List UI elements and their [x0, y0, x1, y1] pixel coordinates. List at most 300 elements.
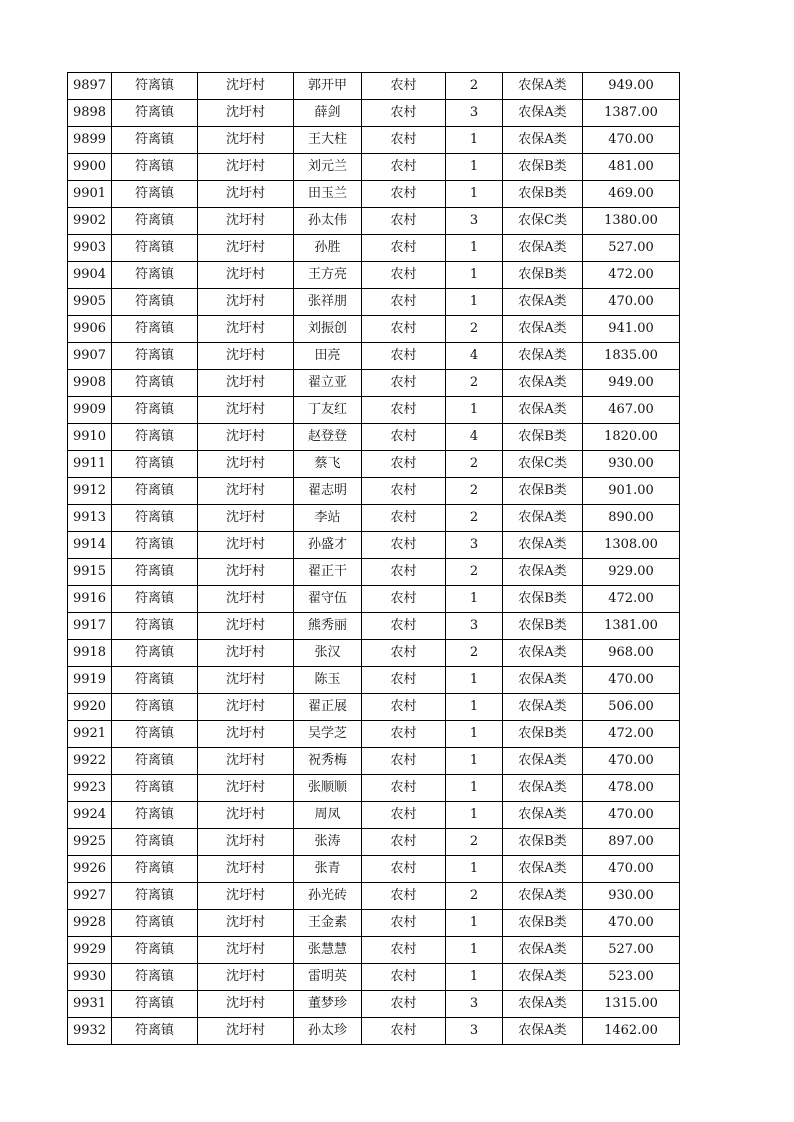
- town-cell: 符离镇: [112, 910, 198, 937]
- category-cell: 农保A类: [503, 640, 583, 667]
- name-cell: 陈玉: [294, 667, 362, 694]
- category-cell: 农保A类: [503, 505, 583, 532]
- name-cell: 蔡飞: [294, 451, 362, 478]
- town-cell: 符离镇: [112, 559, 198, 586]
- category-cell: 农保A类: [503, 316, 583, 343]
- household-type-cell: 农村: [362, 478, 446, 505]
- table-row: [68, 235, 680, 262]
- name-cell: 熊秀丽: [294, 613, 362, 640]
- category-cell: 农保A类: [503, 559, 583, 586]
- name-cell: 吴学芝: [294, 721, 362, 748]
- category-cell: 农保A类: [503, 964, 583, 991]
- amount-cell: 1462.00: [583, 1018, 680, 1045]
- member-count-cell: 2: [446, 316, 503, 343]
- category-cell: 农保A类: [503, 802, 583, 829]
- record-id: 9900: [68, 154, 112, 181]
- amount-cell: 470.00: [583, 910, 680, 937]
- table-row: [68, 964, 680, 991]
- table-row: [68, 613, 680, 640]
- amount-cell: 478.00: [583, 775, 680, 802]
- name-cell: 郭开甲: [294, 73, 362, 100]
- village-cell: 沈圩村: [198, 100, 294, 127]
- record-id: 9926: [68, 856, 112, 883]
- amount-cell: 470.00: [583, 802, 680, 829]
- name-cell: 孙太珍: [294, 1018, 362, 1045]
- town-cell: 符离镇: [112, 802, 198, 829]
- table-row: [68, 73, 680, 100]
- table-row: [68, 559, 680, 586]
- table-row: [68, 100, 680, 127]
- member-count-cell: 1: [446, 289, 503, 316]
- village-cell: 沈圩村: [198, 370, 294, 397]
- member-count-cell: 3: [446, 1018, 503, 1045]
- amount-cell: 941.00: [583, 316, 680, 343]
- member-count-cell: 1: [446, 586, 503, 613]
- category-cell: 农保A类: [503, 937, 583, 964]
- member-count-cell: 1: [446, 262, 503, 289]
- village-cell: 沈圩村: [198, 856, 294, 883]
- category-cell: 农保A类: [503, 127, 583, 154]
- table-row: [68, 424, 680, 451]
- name-cell: 翟立亚: [294, 370, 362, 397]
- village-cell: 沈圩村: [198, 262, 294, 289]
- town-cell: 符离镇: [112, 937, 198, 964]
- household-type-cell: 农村: [362, 73, 446, 100]
- member-count-cell: 1: [446, 127, 503, 154]
- name-cell: 孙太伟: [294, 208, 362, 235]
- town-cell: 符离镇: [112, 856, 198, 883]
- record-id: 9901: [68, 181, 112, 208]
- category-cell: 农保B类: [503, 154, 583, 181]
- household-type-cell: 农村: [362, 748, 446, 775]
- name-cell: 田亮: [294, 343, 362, 370]
- amount-cell: 1381.00: [583, 613, 680, 640]
- amount-cell: 470.00: [583, 127, 680, 154]
- amount-cell: 1820.00: [583, 424, 680, 451]
- amount-cell: 949.00: [583, 73, 680, 100]
- town-cell: 符离镇: [112, 991, 198, 1018]
- town-cell: 符离镇: [112, 343, 198, 370]
- record-id: 9929: [68, 937, 112, 964]
- member-count-cell: 2: [446, 73, 503, 100]
- record-id: 9923: [68, 775, 112, 802]
- member-count-cell: 2: [446, 451, 503, 478]
- village-cell: 沈圩村: [198, 208, 294, 235]
- table-row: [68, 370, 680, 397]
- record-id: 9906: [68, 316, 112, 343]
- category-cell: 农保A类: [503, 1018, 583, 1045]
- table-row: [68, 397, 680, 424]
- household-type-cell: 农村: [362, 235, 446, 262]
- village-cell: 沈圩村: [198, 721, 294, 748]
- village-cell: 沈圩村: [198, 748, 294, 775]
- category-cell: 农保A类: [503, 991, 583, 1018]
- table-row: [68, 937, 680, 964]
- household-type-cell: 农村: [362, 910, 446, 937]
- household-type-cell: 农村: [362, 208, 446, 235]
- record-id: 9917: [68, 613, 112, 640]
- record-id: 9921: [68, 721, 112, 748]
- household-type-cell: 农村: [362, 856, 446, 883]
- amount-cell: 523.00: [583, 964, 680, 991]
- member-count-cell: 1: [446, 964, 503, 991]
- amount-cell: 890.00: [583, 505, 680, 532]
- town-cell: 符离镇: [112, 451, 198, 478]
- household-type-cell: 农村: [362, 667, 446, 694]
- record-id: 9931: [68, 991, 112, 1018]
- amount-cell: 901.00: [583, 478, 680, 505]
- amount-cell: 1835.00: [583, 343, 680, 370]
- category-cell: 农保B类: [503, 910, 583, 937]
- record-id: 9910: [68, 424, 112, 451]
- name-cell: 田玉兰: [294, 181, 362, 208]
- village-cell: 沈圩村: [198, 505, 294, 532]
- table-row: [68, 262, 680, 289]
- category-cell: 农保C类: [503, 451, 583, 478]
- category-cell: 农保A类: [503, 748, 583, 775]
- table-row: [68, 667, 680, 694]
- village-cell: 沈圩村: [198, 991, 294, 1018]
- village-cell: 沈圩村: [198, 667, 294, 694]
- town-cell: 符离镇: [112, 424, 198, 451]
- household-type-cell: 农村: [362, 991, 446, 1018]
- household-type-cell: 农村: [362, 964, 446, 991]
- table-row: [68, 532, 680, 559]
- category-cell: 农保A类: [503, 100, 583, 127]
- town-cell: 符离镇: [112, 316, 198, 343]
- table-row: [68, 883, 680, 910]
- town-cell: 符离镇: [112, 208, 198, 235]
- village-cell: 沈圩村: [198, 127, 294, 154]
- village-cell: 沈圩村: [198, 640, 294, 667]
- village-cell: 沈圩村: [198, 694, 294, 721]
- household-type-cell: 农村: [362, 829, 446, 856]
- member-count-cell: 2: [446, 883, 503, 910]
- amount-cell: 1308.00: [583, 532, 680, 559]
- name-cell: 王大柱: [294, 127, 362, 154]
- record-id: 9902: [68, 208, 112, 235]
- records-table-body: [68, 73, 680, 1045]
- category-cell: 农保B类: [503, 424, 583, 451]
- household-type-cell: 农村: [362, 721, 446, 748]
- amount-cell: 470.00: [583, 289, 680, 316]
- town-cell: 符离镇: [112, 154, 198, 181]
- table-row: [68, 505, 680, 532]
- village-cell: 沈圩村: [198, 883, 294, 910]
- member-count-cell: 3: [446, 991, 503, 1018]
- category-cell: 农保A类: [503, 397, 583, 424]
- record-id: 9903: [68, 235, 112, 262]
- amount-cell: 1387.00: [583, 100, 680, 127]
- member-count-cell: 2: [446, 478, 503, 505]
- member-count-cell: 1: [446, 721, 503, 748]
- town-cell: 符离镇: [112, 586, 198, 613]
- name-cell: 张涛: [294, 829, 362, 856]
- village-cell: 沈圩村: [198, 910, 294, 937]
- table-row: [68, 208, 680, 235]
- name-cell: 翟正展: [294, 694, 362, 721]
- member-count-cell: 1: [446, 910, 503, 937]
- amount-cell: 469.00: [583, 181, 680, 208]
- record-id: 9924: [68, 802, 112, 829]
- town-cell: 符离镇: [112, 640, 198, 667]
- amount-cell: 930.00: [583, 451, 680, 478]
- category-cell: 农保B类: [503, 181, 583, 208]
- town-cell: 符离镇: [112, 127, 198, 154]
- name-cell: 雷明英: [294, 964, 362, 991]
- amount-cell: 481.00: [583, 154, 680, 181]
- category-cell: 农保A类: [503, 343, 583, 370]
- household-type-cell: 农村: [362, 316, 446, 343]
- record-id: 9932: [68, 1018, 112, 1045]
- town-cell: 符离镇: [112, 478, 198, 505]
- member-count-cell: 1: [446, 154, 503, 181]
- amount-cell: 470.00: [583, 667, 680, 694]
- household-type-cell: 农村: [362, 451, 446, 478]
- name-cell: 祝秀梅: [294, 748, 362, 775]
- town-cell: 符离镇: [112, 262, 198, 289]
- village-cell: 沈圩村: [198, 316, 294, 343]
- name-cell: 丁友红: [294, 397, 362, 424]
- name-cell: 孙光砖: [294, 883, 362, 910]
- record-id: 9905: [68, 289, 112, 316]
- amount-cell: 930.00: [583, 883, 680, 910]
- town-cell: 符离镇: [112, 289, 198, 316]
- town-cell: 符离镇: [112, 775, 198, 802]
- village-cell: 沈圩村: [198, 289, 294, 316]
- village-cell: 沈圩村: [198, 586, 294, 613]
- member-count-cell: 2: [446, 370, 503, 397]
- category-cell: 农保A类: [503, 883, 583, 910]
- name-cell: 翟志明: [294, 478, 362, 505]
- table-row: [68, 721, 680, 748]
- town-cell: 符离镇: [112, 505, 198, 532]
- name-cell: 赵登登: [294, 424, 362, 451]
- record-id: 9899: [68, 127, 112, 154]
- village-cell: 沈圩村: [198, 532, 294, 559]
- member-count-cell: 1: [446, 856, 503, 883]
- name-cell: 董梦珍: [294, 991, 362, 1018]
- record-id: 9930: [68, 964, 112, 991]
- town-cell: 符离镇: [112, 964, 198, 991]
- category-cell: 农保A类: [503, 532, 583, 559]
- record-id: 9911: [68, 451, 112, 478]
- record-id: 9914: [68, 532, 112, 559]
- village-cell: 沈圩村: [198, 424, 294, 451]
- category-cell: 农保B类: [503, 829, 583, 856]
- table-row: [68, 856, 680, 883]
- category-cell: 农保B类: [503, 478, 583, 505]
- table-row: [68, 748, 680, 775]
- table-row: [68, 127, 680, 154]
- member-count-cell: 2: [446, 505, 503, 532]
- table-row: [68, 478, 680, 505]
- member-count-cell: 4: [446, 424, 503, 451]
- household-type-cell: 农村: [362, 694, 446, 721]
- household-type-cell: 农村: [362, 424, 446, 451]
- household-type-cell: 农村: [362, 397, 446, 424]
- amount-cell: 472.00: [583, 262, 680, 289]
- record-id: 9920: [68, 694, 112, 721]
- table-row: [68, 289, 680, 316]
- amount-cell: 472.00: [583, 586, 680, 613]
- member-count-cell: 1: [446, 775, 503, 802]
- town-cell: 符离镇: [112, 694, 198, 721]
- category-cell: 农保A类: [503, 667, 583, 694]
- table-row: [68, 640, 680, 667]
- record-id: 9904: [68, 262, 112, 289]
- category-cell: 农保B类: [503, 586, 583, 613]
- member-count-cell: 1: [446, 937, 503, 964]
- name-cell: 张顺顺: [294, 775, 362, 802]
- town-cell: 符离镇: [112, 100, 198, 127]
- town-cell: 符离镇: [112, 613, 198, 640]
- category-cell: 农保A类: [503, 370, 583, 397]
- village-cell: 沈圩村: [198, 775, 294, 802]
- household-type-cell: 农村: [362, 289, 446, 316]
- member-count-cell: 1: [446, 802, 503, 829]
- table-row: [68, 991, 680, 1018]
- category-cell: 农保A类: [503, 289, 583, 316]
- name-cell: 张汉: [294, 640, 362, 667]
- amount-cell: 949.00: [583, 370, 680, 397]
- member-count-cell: 2: [446, 640, 503, 667]
- household-type-cell: 农村: [362, 505, 446, 532]
- amount-cell: 1380.00: [583, 208, 680, 235]
- town-cell: 符离镇: [112, 1018, 198, 1045]
- village-cell: 沈圩村: [198, 343, 294, 370]
- household-type-cell: 农村: [362, 775, 446, 802]
- village-cell: 沈圩村: [198, 181, 294, 208]
- record-id: 9928: [68, 910, 112, 937]
- household-type-cell: 农村: [362, 586, 446, 613]
- category-cell: 农保B类: [503, 613, 583, 640]
- household-type-cell: 农村: [362, 343, 446, 370]
- record-id: 9907: [68, 343, 112, 370]
- household-type-cell: 农村: [362, 100, 446, 127]
- amount-cell: 506.00: [583, 694, 680, 721]
- table-row: [68, 181, 680, 208]
- category-cell: 农保A类: [503, 235, 583, 262]
- table-row: [68, 829, 680, 856]
- record-id: 9916: [68, 586, 112, 613]
- name-cell: 刘元兰: [294, 154, 362, 181]
- town-cell: 符离镇: [112, 235, 198, 262]
- household-type-cell: 农村: [362, 154, 446, 181]
- amount-cell: 897.00: [583, 829, 680, 856]
- member-count-cell: 3: [446, 100, 503, 127]
- table-row: [68, 316, 680, 343]
- amount-cell: 929.00: [583, 559, 680, 586]
- table-row: [68, 451, 680, 478]
- household-type-cell: 农村: [362, 127, 446, 154]
- category-cell: 农保A类: [503, 775, 583, 802]
- household-type-cell: 农村: [362, 532, 446, 559]
- table-row: [68, 343, 680, 370]
- table-row: [68, 910, 680, 937]
- name-cell: 薛剑: [294, 100, 362, 127]
- category-cell: 农保C类: [503, 208, 583, 235]
- amount-cell: 470.00: [583, 748, 680, 775]
- amount-cell: 968.00: [583, 640, 680, 667]
- category-cell: 农保B类: [503, 262, 583, 289]
- record-id: 9908: [68, 370, 112, 397]
- name-cell: 李站: [294, 505, 362, 532]
- village-cell: 沈圩村: [198, 73, 294, 100]
- name-cell: 孙盛才: [294, 532, 362, 559]
- name-cell: 张祥朋: [294, 289, 362, 316]
- town-cell: 符离镇: [112, 748, 198, 775]
- town-cell: 符离镇: [112, 532, 198, 559]
- record-id: 9927: [68, 883, 112, 910]
- village-cell: 沈圩村: [198, 802, 294, 829]
- village-cell: 沈圩村: [198, 397, 294, 424]
- household-type-cell: 农村: [362, 559, 446, 586]
- household-type-cell: 农村: [362, 937, 446, 964]
- amount-cell: 470.00: [583, 856, 680, 883]
- town-cell: 符离镇: [112, 370, 198, 397]
- village-cell: 沈圩村: [198, 829, 294, 856]
- town-cell: 符离镇: [112, 397, 198, 424]
- record-id: 9898: [68, 100, 112, 127]
- member-count-cell: 3: [446, 532, 503, 559]
- village-cell: 沈圩村: [198, 451, 294, 478]
- village-cell: 沈圩村: [198, 154, 294, 181]
- amount-cell: 1315.00: [583, 991, 680, 1018]
- amount-cell: 527.00: [583, 235, 680, 262]
- record-id: 9913: [68, 505, 112, 532]
- household-type-cell: 农村: [362, 1018, 446, 1045]
- member-count-cell: 2: [446, 829, 503, 856]
- name-cell: 张青: [294, 856, 362, 883]
- name-cell: 刘振创: [294, 316, 362, 343]
- record-id: 9909: [68, 397, 112, 424]
- name-cell: 翟正干: [294, 559, 362, 586]
- town-cell: 符离镇: [112, 883, 198, 910]
- member-count-cell: 1: [446, 694, 503, 721]
- village-cell: 沈圩村: [198, 613, 294, 640]
- category-cell: 农保A类: [503, 694, 583, 721]
- member-count-cell: 3: [446, 208, 503, 235]
- household-type-cell: 农村: [362, 802, 446, 829]
- amount-cell: 467.00: [583, 397, 680, 424]
- record-id: 9915: [68, 559, 112, 586]
- household-type-cell: 农村: [362, 640, 446, 667]
- household-type-cell: 农村: [362, 613, 446, 640]
- record-id: 9918: [68, 640, 112, 667]
- member-count-cell: 1: [446, 397, 503, 424]
- table-row: [68, 154, 680, 181]
- village-cell: 沈圩村: [198, 937, 294, 964]
- member-count-cell: 2: [446, 559, 503, 586]
- village-cell: 沈圩村: [198, 235, 294, 262]
- record-id: 9919: [68, 667, 112, 694]
- village-cell: 沈圩村: [198, 1018, 294, 1045]
- town-cell: 符离镇: [112, 721, 198, 748]
- town-cell: 符离镇: [112, 829, 198, 856]
- village-cell: 沈圩村: [198, 559, 294, 586]
- table-row: [68, 775, 680, 802]
- name-cell: 王方亮: [294, 262, 362, 289]
- table-row: [68, 802, 680, 829]
- member-count-cell: 1: [446, 748, 503, 775]
- category-cell: 农保B类: [503, 721, 583, 748]
- record-id: 9925: [68, 829, 112, 856]
- table-row: [68, 694, 680, 721]
- member-count-cell: 1: [446, 181, 503, 208]
- member-count-cell: 1: [446, 235, 503, 262]
- member-count-cell: 1: [446, 667, 503, 694]
